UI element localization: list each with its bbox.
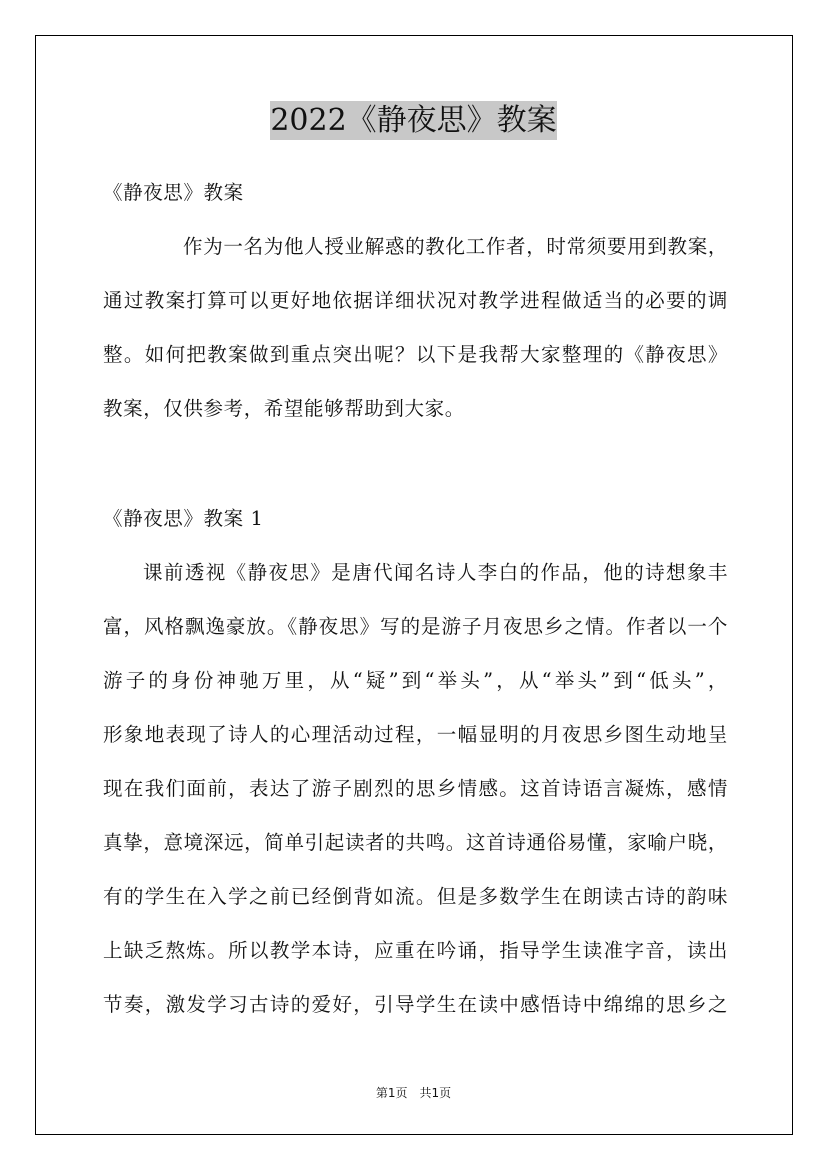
paragraph-line: 形象地表现了诗人的心理活动过程，一幅显明的月夜思乡图生动地呈 [103,723,728,746]
section-heading: 《静夜思》教案 1 [103,507,264,530]
paragraph-line: 课前透视《静夜思》是唐代闻名诗人李白的作品，他的诗想象丰 [143,561,728,584]
document-title-wrapper [0,100,827,142]
paragraph-line: 游子的身份神驰万里，从“疑”到“举头”，从“举头”到“低头”， [103,669,728,692]
paragraph-line: 有的学生在入学之前已经倒背如流。但是多数学生在朗读古诗的韵味 [103,885,728,908]
paragraph-line: 上缺乏熬炼。所以教学本诗，应重在吟诵，指导学生读准字音，读出 [103,939,728,962]
paragraph-line: 通过教案打算可以更好地依据详细状况对教学进程做适当的必要的调 [103,289,728,312]
paragraph-line: 整。如何把教案做到重点突出呢？以下是我帮大家整理的《静夜思》 [103,343,728,366]
paragraph-line: 教案，仅供参考，希望能够帮助到大家。 [103,397,465,420]
paragraph-line: 富，风格飘逸豪放。《静夜思》写的是游子月夜思乡之情。作者以一个 [103,615,728,638]
paragraph-line: 作为一名为他人授业解惑的教化工作者，时常须要用到教案， [183,235,728,258]
subtitle: 《静夜思》教案 [103,181,244,204]
paragraph-line: 现在我们面前，表达了游子剧烈的思乡情感。这首诗语言凝炼，感情 [103,777,728,800]
page-footer: 第1页 共1页 [375,1086,452,1100]
document-title: 2022《静夜思》教案 [270,103,557,138]
paragraph-line: 节奏，激发学习古诗的爱好，引导学生在读中感悟诗中绵绵的思乡之 [103,993,728,1016]
paragraph-line: 真挚，意境深远，简单引起读者的共鸣。这首诗通俗易懂，家喻户晓， [103,831,728,854]
